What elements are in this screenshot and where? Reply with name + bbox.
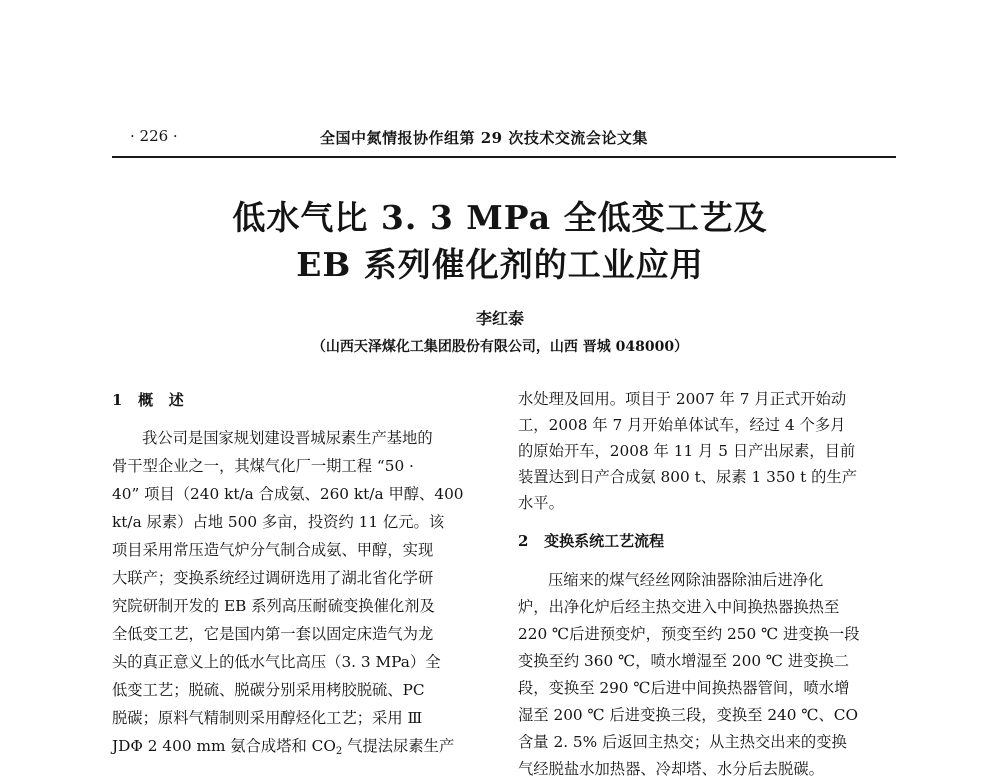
paragraph-line: 段，变换至 290 ℃后进中间换热器管间，喷水增	[518, 679, 850, 697]
author-affiliation: （山西天泽煤化工集团股份有限公司，山西 晋城 048000）	[311, 339, 689, 355]
paragraph-line: 脱碳；原料气精制则采用醇烃化工艺；采用 Ⅲ	[112, 709, 423, 727]
subscript-2: 2	[335, 746, 343, 757]
paragraph-line: 炉，出净化炉后经主热交进入中间换热器换热至	[518, 598, 840, 616]
paragraph-line: 装置达到日产合成氨 800 t、尿素 1 350 t 的生产	[518, 468, 858, 486]
paragraph-line: 项目采用常压造气炉分气制合成氨、甲醇，实现	[112, 541, 434, 559]
line-text: JDΦ 2 400 mm 氨合成塔和 CO	[112, 737, 336, 755]
paragraph-line: 究院研制开发的 EB 系列高压耐硫变换催化剂及	[112, 597, 435, 615]
paragraph-line: 的原始开车，2008 年 11 月 5 日产出尿素，目前	[518, 442, 856, 460]
paragraph-line: 工，2008 年 7 月开始单体试车，经过 4 个多月	[518, 416, 846, 434]
paragraph-line: kt/a 尿素）占地 500 多亩，投资约 11 亿元。该	[112, 513, 445, 531]
running-header: 全国中氮情报协作组第 29 次技术交流会论文集	[320, 129, 648, 147]
paragraph-line: 我公司是国家规划建设晋城尿素生产基地的	[142, 429, 433, 447]
line-text: 气提法尿素生产	[342, 737, 455, 755]
section-2-heading: 2 变换系统工艺流程	[518, 532, 665, 550]
paper-title-line-1: 低水气比 3. 3 MPa 全低变工艺及	[232, 198, 768, 237]
paper-title-line-2: EB 系列催化剂的工业应用	[296, 245, 704, 284]
author-name: 李红泰	[475, 309, 524, 328]
page-number: · 226 ·	[130, 127, 178, 145]
paragraph-line: 低变工艺；脱硫、脱碳分别采用栲胶脱硫、PC	[112, 681, 425, 699]
paragraph-line: 含量 2. 5% 后返回主热交；从主热交出来的变换	[518, 733, 847, 751]
paragraph-line	[112, 736, 454, 762]
paragraph-line: 气经脱盐水加热器、冷却塔、水分后去脱碳。	[518, 760, 824, 778]
paragraph-line: 220 ℃后进预变炉，预变至约 250 ℃ 进变换一段	[518, 625, 860, 643]
paragraph-line: 40” 项目（240 kt/a 合成氨、260 kt/a 甲醇、400	[112, 485, 464, 503]
paragraph-line: 骨干型企业之一，其煤气化厂一期工程 “50 ·	[112, 457, 414, 475]
paragraph-line: 全低变工艺，它是国内第一套以固定床造气为龙	[112, 625, 434, 643]
paragraph-line: 水平。	[518, 494, 564, 512]
paragraph-line: 变换至约 360 ℃，喷水增湿至 200 ℃ 进变换二	[518, 652, 850, 670]
paragraph-line: 压缩来的煤气经丝网除油器除油后进净化	[548, 571, 824, 589]
paragraph-line: 大联产；变换系统经过调研选用了湖北省化学研	[112, 569, 434, 587]
header-rule	[112, 156, 896, 158]
section-1-heading: 1 概 述	[112, 391, 184, 409]
paragraph-line: 头的真正意义上的低水气比高压（3. 3 MPa）全	[112, 653, 441, 671]
paragraph-line: 水处理及回用。项目于 2007 年 7 月正式开始动	[518, 390, 847, 408]
paragraph-line: 湿至 200 ℃ 后进变换三段，变换至 240 ℃、CO	[518, 706, 859, 724]
